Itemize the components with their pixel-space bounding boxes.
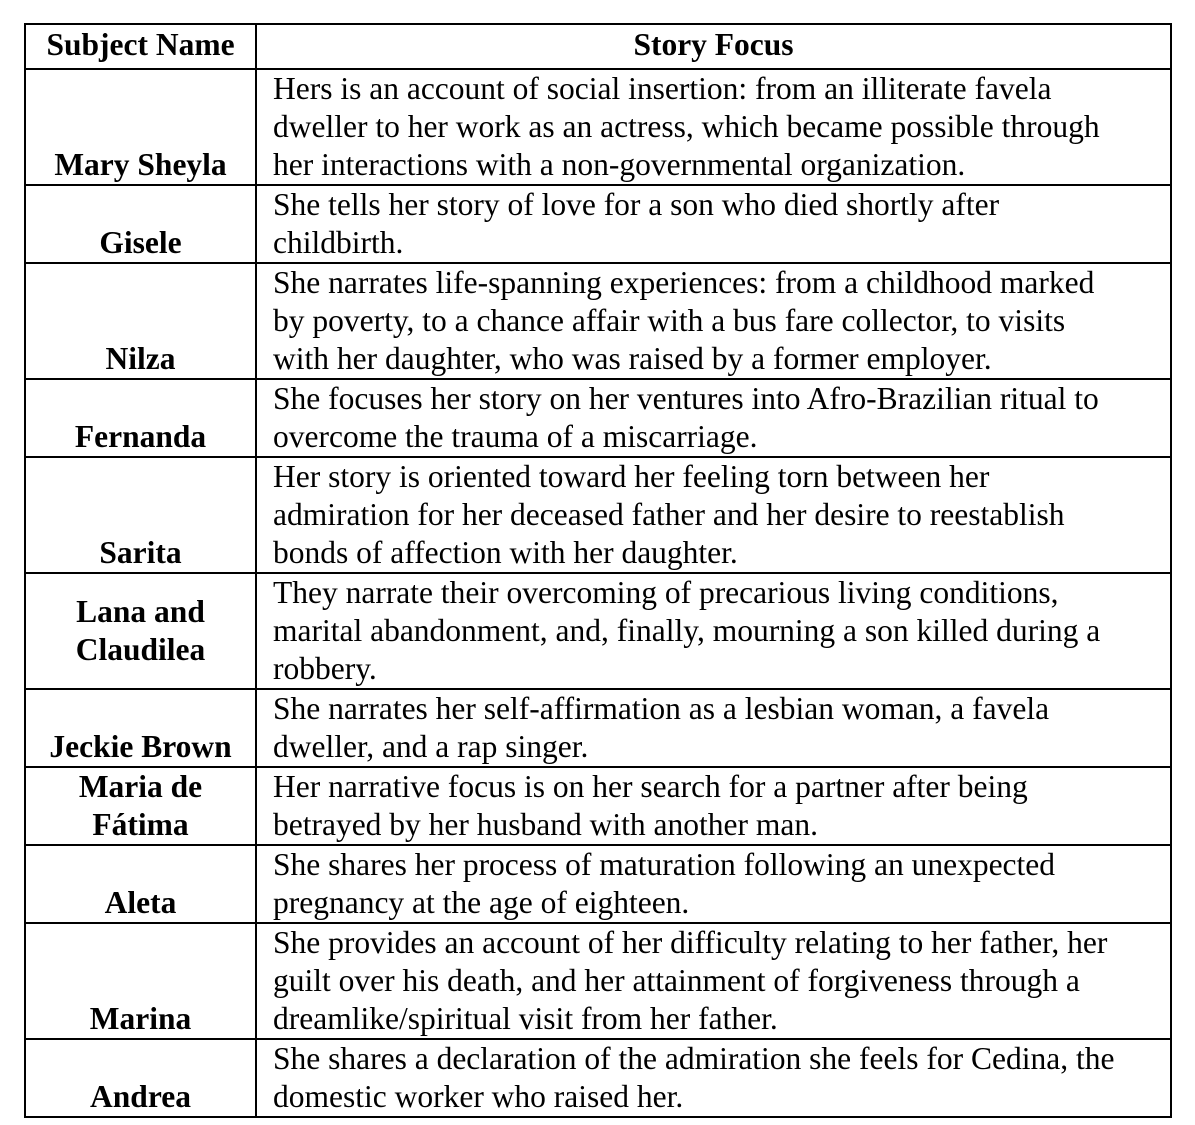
story-focus-cell <box>256 457 1171 573</box>
story-focus-line: She shares her process of maturation following an unexpected <box>273 847 1056 882</box>
table-row <box>25 69 1171 185</box>
story-focus-line: They narrate their overcoming of precarious living conditions, <box>273 575 1059 610</box>
story-focus-cell <box>256 689 1171 767</box>
story-focus-line: Her story is oriented toward her feeling torn between her <box>273 459 990 494</box>
table-row <box>25 689 1171 767</box>
table-header-row <box>25 24 1171 69</box>
story-focus-cell <box>256 767 1171 845</box>
table-row <box>25 923 1171 1039</box>
table-row <box>25 263 1171 379</box>
story-focus-cell <box>256 263 1171 379</box>
story-focus-line: She focuses her story on her ventures into Afro-Brazilian ritual to <box>273 381 1099 416</box>
story-focus-line: dreamlike/spiritual visit from her father. <box>273 1001 778 1036</box>
subject-name-cell: Gisele <box>25 185 256 263</box>
story-focus-cell <box>256 845 1171 923</box>
story-focus-line: bonds of affection with her daughter. <box>273 535 738 570</box>
story-focus-cell <box>256 185 1171 263</box>
table-row <box>25 767 1171 845</box>
story-focus-line: She narrates life-spanning experiences: from a childhood marked <box>273 265 1095 300</box>
story-focus-line: marital abandonment, and, finally, mourning a son killed during a <box>273 613 1101 648</box>
story-focus-line: by poverty, to a chance affair with a bus fare collector, to visits <box>273 303 1066 338</box>
subject-name-cell: Fernanda <box>25 379 256 457</box>
story-focus-cell <box>256 1039 1171 1117</box>
story-focus-line: robbery. <box>273 651 377 686</box>
subject-name-cell: Nilza <box>25 263 256 379</box>
story-focus-line: overcome the trauma of a miscarriage. <box>273 419 758 454</box>
story-focus-line: with her daughter, who was raised by a former employer. <box>273 341 992 376</box>
story-focus-line: admiration for her deceased father and her desire to reestablish <box>273 497 1065 532</box>
subject-name-cell: Mary Sheyla <box>25 69 256 185</box>
story-focus-cell <box>256 923 1171 1039</box>
subject-name-cell: Marina <box>25 923 256 1039</box>
subject-name-cell: Andrea <box>25 1039 256 1117</box>
story-focus-line: her interactions with a non-governmental organization. <box>273 147 966 182</box>
table-row <box>25 845 1171 923</box>
subject-name-cell: Aleta <box>25 845 256 923</box>
story-focus-line: She narrates her self-affirmation as a lesbian woman, a favela <box>273 691 1050 726</box>
story-focus-line: She provides an account of her difficulty relating to her father, her <box>273 925 1108 960</box>
story-focus-cell <box>256 379 1171 457</box>
story-focus-line: guilt over his death, and her attainment of forgiveness through a <box>273 963 1080 998</box>
story-focus-line: Hers is an account of social insertion: from an illiterate favela <box>273 71 1052 106</box>
story-focus-cell <box>256 573 1171 689</box>
table-row <box>25 1039 1171 1117</box>
story-table-container <box>24 23 1170 1118</box>
story-focus-line: betrayed by her husband with another man. <box>273 807 818 842</box>
table-row <box>25 573 1171 689</box>
table-row <box>25 185 1171 263</box>
subject-name-cell: Maria de Fátima <box>25 767 256 845</box>
story-focus-line: pregnancy at the age of eighteen. <box>273 885 690 920</box>
header-subject-name: Subject Name <box>25 24 256 69</box>
story-focus-line: She tells her story of love for a son who died shortly after <box>273 187 1000 222</box>
story-focus-line: She shares a declaration of the admiration she feels for Cedina, the <box>273 1041 1115 1076</box>
story-focus-cell <box>256 69 1171 185</box>
subject-name-cell: Sarita <box>25 457 256 573</box>
story-focus-line: dweller to her work as an actress, which became possible through <box>273 109 1100 144</box>
subject-name-cell: Jeckie Brown <box>25 689 256 767</box>
subject-name-cell: Lana and Claudilea <box>25 573 256 689</box>
story-focus-line: Her narrative focus is on her search for a partner after being <box>273 769 1028 804</box>
table-row <box>25 379 1171 457</box>
story-focus-line: dweller, and a rap singer. <box>273 729 589 764</box>
story-focus-line: domestic worker who raised her. <box>273 1079 684 1114</box>
story-focus-line: childbirth. <box>273 225 404 260</box>
story-table <box>24 23 1172 1118</box>
header-story-focus: Story Focus <box>256 24 1171 69</box>
table-row <box>25 457 1171 573</box>
